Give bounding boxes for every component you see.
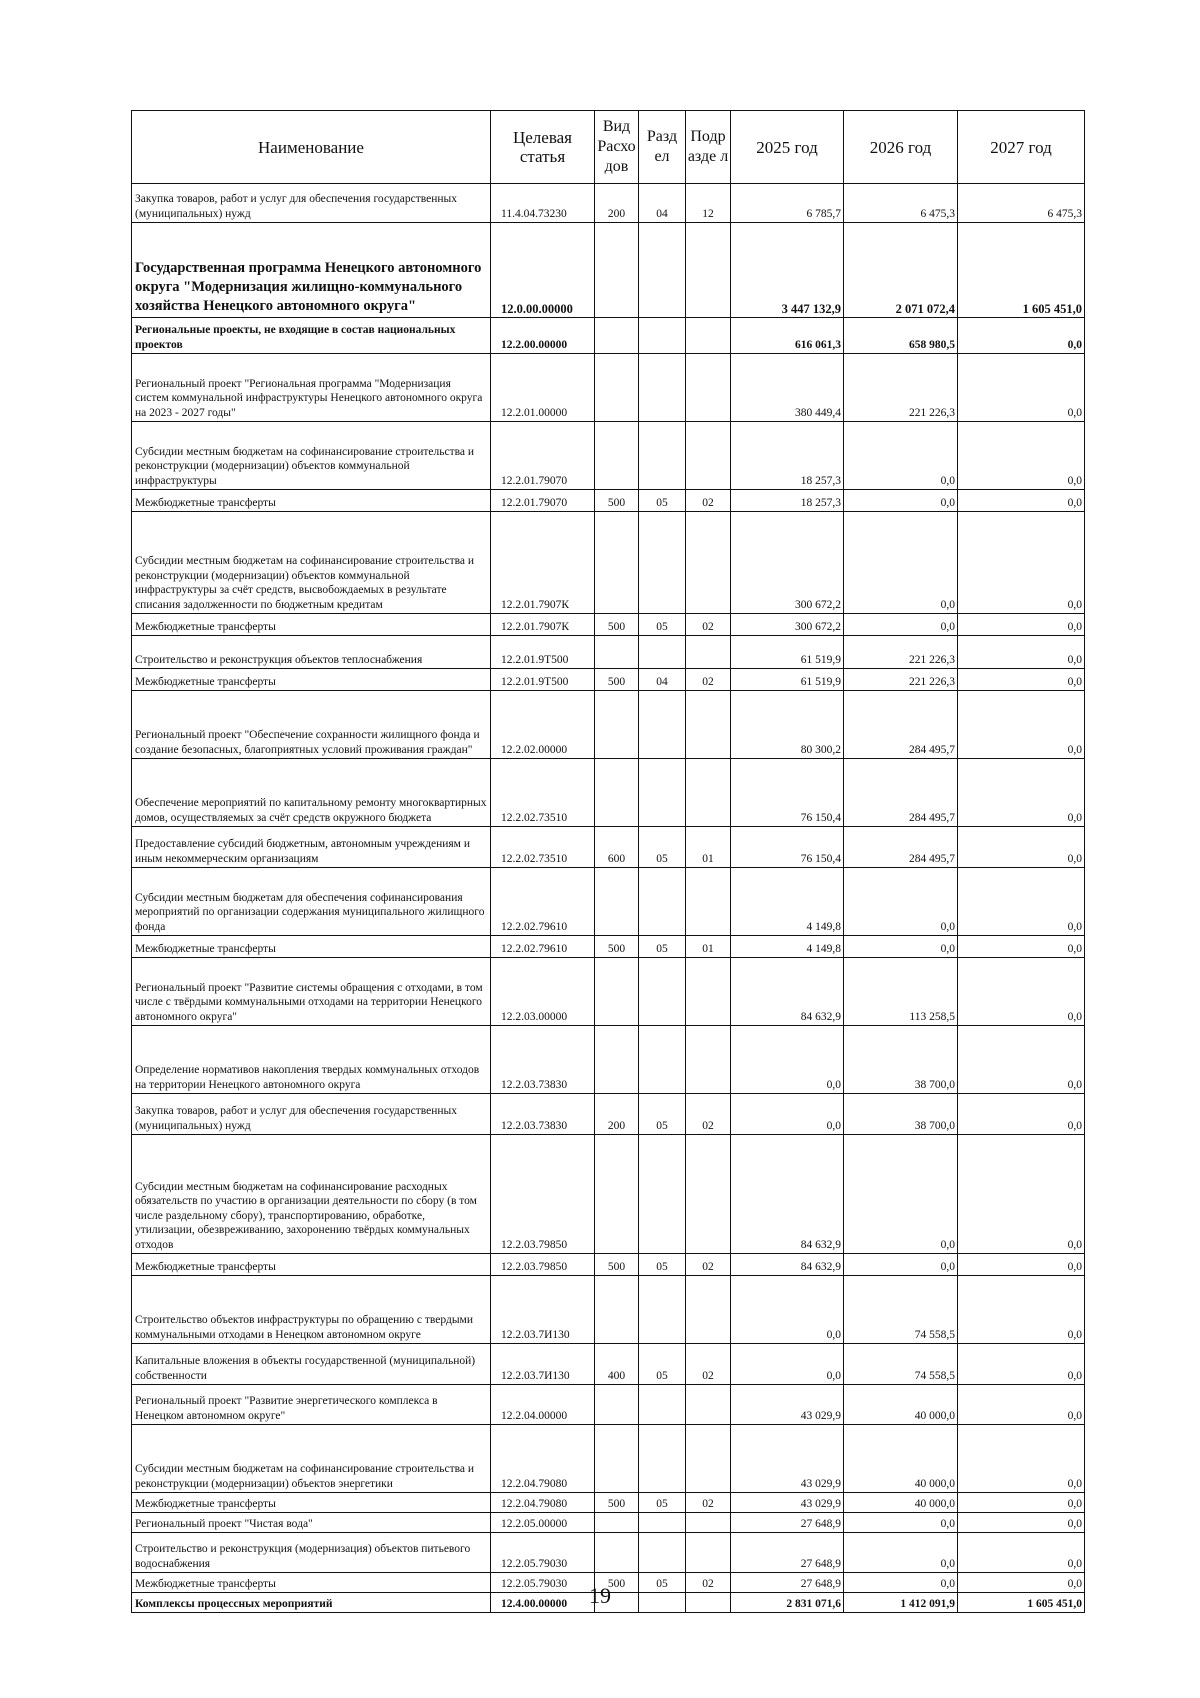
expense-type: [595, 1026, 639, 1094]
section: [639, 1276, 686, 1344]
row-name: Государственная программа Ненецкого автономного округа "Модернизация жилищно-коммунального хозяйства Ненецкого автономного округа": [132, 223, 491, 318]
expense-type: [595, 422, 639, 490]
amount-2026: 284 495,7: [844, 827, 958, 868]
section: [639, 759, 686, 827]
header-subsection: Подр азде л: [686, 111, 731, 184]
row-name: Строительство объектов инфраструктуры по обращению с твердыми коммунальными отходами в Ненецком автономном округе: [132, 1276, 491, 1344]
target-article: 12.2.03.7И130: [491, 1344, 595, 1385]
section: [639, 354, 686, 422]
amount-2027: 0,0: [958, 827, 1085, 868]
subsection: [686, 1425, 731, 1493]
section: [639, 1385, 686, 1425]
row-name: Межбюджетные трансферты: [132, 1254, 491, 1276]
row-name: Субсидии местным бюджетам на софинансирование строительства и реконструкции (модернизации) объектов коммунальной инфраструктуры: [132, 422, 491, 490]
section: 05: [639, 1573, 686, 1593]
row-name: Субсидии местным бюджетам на софинансирование строительства и реконструкции (модернизации) объектов коммунальной инфраструктуры за счёт средств, высвобождаемых в результате списания задолженности по бюджетным кредитам: [132, 512, 491, 614]
amount-2026: 38 700,0: [844, 1094, 958, 1135]
table-row: [132, 1094, 1085, 1135]
subsection: [686, 1026, 731, 1094]
row-name: Региональный проект "Обеспечение сохранности жилищного фонда и создание безопасных, благоприятных условий проживания граждан": [132, 691, 491, 759]
expense-type: 200: [595, 184, 639, 223]
target-article: 12.2.01.00000: [491, 354, 595, 422]
subsection: 02: [686, 1094, 731, 1135]
amount-2025: 18 257,3: [731, 422, 844, 490]
amount-2026: 221 226,3: [844, 636, 958, 669]
expense-type: 600: [595, 827, 639, 868]
amount-2025: 61 519,9: [731, 636, 844, 669]
amount-2025: 43 029,9: [731, 1385, 844, 1425]
amount-2027: 0,0: [958, 936, 1085, 958]
amount-2027: 0,0: [958, 1573, 1085, 1593]
amount-2025: 84 632,9: [731, 1135, 844, 1254]
amount-2026: 74 558,5: [844, 1276, 958, 1344]
amount-2026: 221 226,3: [844, 354, 958, 422]
expense-type: [595, 1425, 639, 1493]
subsection: 02: [686, 1573, 731, 1593]
target-article: 12.2.02.73510: [491, 827, 595, 868]
amount-2025: 6 785,7: [731, 184, 844, 223]
target-article: 12.4.00.00000: [491, 1593, 595, 1613]
subsection: [686, 512, 731, 614]
expense-type: [595, 354, 639, 422]
header-section: Разд ел: [639, 111, 686, 184]
amount-2026: 0,0: [844, 1135, 958, 1254]
expense-type: [595, 318, 639, 354]
target-article: 12.2.03.7И130: [491, 1276, 595, 1344]
target-article: 12.2.01.7907К: [491, 614, 595, 636]
section: 04: [639, 669, 686, 691]
expense-type: [595, 636, 639, 669]
amount-2025: 27 648,9: [731, 1513, 844, 1533]
subsection: 02: [686, 614, 731, 636]
amount-2025: 300 672,2: [731, 614, 844, 636]
subsection: [686, 691, 731, 759]
subsection: [686, 354, 731, 422]
amount-2025: 18 257,3: [731, 490, 844, 512]
section: [639, 223, 686, 318]
header-target-article: Целевая статья: [491, 111, 595, 184]
table-row: [132, 223, 1085, 318]
target-article: 12.2.02.00000: [491, 691, 595, 759]
table-row: [132, 636, 1085, 669]
amount-2025: 80 300,2: [731, 691, 844, 759]
amount-2027: 0,0: [958, 669, 1085, 691]
amount-2027: 0,0: [958, 1344, 1085, 1385]
table-row: [132, 827, 1085, 868]
target-article: 12.2.04.79080: [491, 1425, 595, 1493]
amount-2025: 380 449,4: [731, 354, 844, 422]
row-name: Субсидии местным бюджетам на софинансирование строительства и реконструкции (модернизации) объектов энергетики: [132, 1425, 491, 1493]
expense-type: [595, 512, 639, 614]
amount-2027: 6 475,3: [958, 184, 1085, 223]
amount-2025: 0,0: [731, 1344, 844, 1385]
table-row: [132, 1026, 1085, 1094]
amount-2027: 0,0: [958, 691, 1085, 759]
amount-2026: 1 412 091,9: [844, 1593, 958, 1613]
table-row: [132, 1276, 1085, 1344]
expense-type: 500: [595, 1573, 639, 1593]
amount-2026: 0,0: [844, 614, 958, 636]
amount-2026: 0,0: [844, 868, 958, 936]
section: [639, 1135, 686, 1254]
target-article: 12.2.01.9Т500: [491, 669, 595, 691]
target-article: 11.4.04.73230: [491, 184, 595, 223]
subsection: [686, 1533, 731, 1573]
amount-2026: 2 071 072,4: [844, 223, 958, 318]
target-article: 12.2.04.00000: [491, 1385, 595, 1425]
table-row: [132, 1513, 1085, 1533]
target-article: 12.2.01.9Т500: [491, 636, 595, 669]
target-article: 12.2.01.7907К: [491, 512, 595, 614]
amount-2026: 0,0: [844, 490, 958, 512]
row-name: Строительство и реконструкция (модернизация) объектов питьевого водоснабжения: [132, 1533, 491, 1573]
amount-2027: 1 605 451,0: [958, 223, 1085, 318]
amount-2025: 84 632,9: [731, 958, 844, 1026]
subsection: 02: [686, 1254, 731, 1276]
table-row: [132, 759, 1085, 827]
amount-2026: 74 558,5: [844, 1344, 958, 1385]
row-name: Региональный проект "Региональная программа "Модернизация систем коммунальной инфраструктуры Ненецкого автономного округа на 2023 - 2027 годы": [132, 354, 491, 422]
header-year-2027: 2027 год: [958, 111, 1085, 184]
header-year-2025: 2025 год: [731, 111, 844, 184]
row-name: Межбюджетные трансферты: [132, 1493, 491, 1513]
expense-type: [595, 1135, 639, 1254]
table-row: [132, 614, 1085, 636]
amount-2027: 0,0: [958, 1493, 1085, 1513]
section: [639, 512, 686, 614]
amount-2025: 0,0: [731, 1276, 844, 1344]
amount-2026: 0,0: [844, 1573, 958, 1593]
table-row: [132, 1425, 1085, 1493]
header-year-2026: 2026 год: [844, 111, 958, 184]
subsection: 01: [686, 827, 731, 868]
target-article: 12.2.03.73830: [491, 1094, 595, 1135]
row-name: Межбюджетные трансферты: [132, 490, 491, 512]
section: 04: [639, 184, 686, 223]
section: 05: [639, 1254, 686, 1276]
amount-2025: 43 029,9: [731, 1493, 844, 1513]
amount-2025: 4 149,8: [731, 868, 844, 936]
target-article: 12.2.04.79080: [491, 1493, 595, 1513]
section: 05: [639, 490, 686, 512]
section: [639, 868, 686, 936]
expense-type: [595, 1385, 639, 1425]
section: [639, 318, 686, 354]
amount-2025: 0,0: [731, 1026, 844, 1094]
amount-2027: 0,0: [958, 1094, 1085, 1135]
subsection: [686, 1385, 731, 1425]
expense-type: 500: [595, 936, 639, 958]
amount-2025: 43 029,9: [731, 1425, 844, 1493]
section: [639, 422, 686, 490]
target-article: 12.2.03.73830: [491, 1026, 595, 1094]
row-name: Межбюджетные трансферты: [132, 1573, 491, 1593]
table-row: [132, 184, 1085, 223]
table-header: [132, 111, 1085, 184]
subsection: 12: [686, 184, 731, 223]
subsection: 01: [686, 936, 731, 958]
amount-2025: 76 150,4: [731, 759, 844, 827]
amount-2026: 0,0: [844, 936, 958, 958]
amount-2027: 0,0: [958, 354, 1085, 422]
expense-type: [595, 691, 639, 759]
amount-2025: 2 831 071,6: [731, 1593, 844, 1613]
page-number: 19: [589, 1583, 611, 1608]
expense-type: [595, 223, 639, 318]
subsection: [686, 1135, 731, 1254]
amount-2026: 38 700,0: [844, 1026, 958, 1094]
section: 05: [639, 827, 686, 868]
amount-2025: 84 632,9: [731, 1254, 844, 1276]
expense-type: 500: [595, 1254, 639, 1276]
subsection: [686, 958, 731, 1026]
target-article: 12.2.05.79030: [491, 1533, 595, 1573]
header-expense-type: Вид Расхо дов: [595, 111, 639, 184]
table-row: [132, 691, 1085, 759]
amount-2027: 0,0: [958, 1276, 1085, 1344]
amount-2025: 4 149,8: [731, 936, 844, 958]
subsection: [686, 1276, 731, 1344]
expense-type: 200: [595, 1094, 639, 1135]
subsection: 02: [686, 1344, 731, 1385]
table-row: [132, 512, 1085, 614]
amount-2025: 616 061,3: [731, 318, 844, 354]
section: 05: [639, 614, 686, 636]
amount-2026: 113 258,5: [844, 958, 958, 1026]
expense-type: 500: [595, 614, 639, 636]
target-article: 12.2.02.79610: [491, 936, 595, 958]
expense-type: 500: [595, 669, 639, 691]
amount-2027: 0,0: [958, 1425, 1085, 1493]
amount-2027: 0,0: [958, 759, 1085, 827]
section: 05: [639, 1094, 686, 1135]
amount-2027: 0,0: [958, 512, 1085, 614]
row-name: Межбюджетные трансферты: [132, 669, 491, 691]
subsection: [686, 422, 731, 490]
amount-2026: 284 495,7: [844, 759, 958, 827]
amount-2027: 0,0: [958, 422, 1085, 490]
row-name: Комплексы процессных мероприятий: [132, 1593, 491, 1613]
amount-2026: 284 495,7: [844, 691, 958, 759]
target-article: 12.2.03.79850: [491, 1135, 595, 1254]
expense-type: [595, 1513, 639, 1533]
amount-2027: 0,0: [958, 1385, 1085, 1425]
table-row: [132, 1385, 1085, 1425]
table-row: [132, 318, 1085, 354]
row-name: Капитальные вложения в объекты государственной (муниципальной) собственности: [132, 1344, 491, 1385]
row-name: Субсидии местным бюджетам на софинансирование расходных обязательств по участию в организации деятельности по сбору (в том числе раздельному сбору), транспортированию, обработке, утилизации, обезвреживанию, захоронению твёрдых коммунальных отходов: [132, 1135, 491, 1254]
expense-type: [595, 759, 639, 827]
target-article: 12.2.05.00000: [491, 1513, 595, 1533]
amount-2026: 40 000,0: [844, 1425, 958, 1493]
target-article: 12.2.02.79610: [491, 868, 595, 936]
target-article: 12.2.02.73510: [491, 759, 595, 827]
table-row: [132, 958, 1085, 1026]
subsection: [686, 868, 731, 936]
amount-2027: 0,0: [958, 1135, 1085, 1254]
row-name: Определение нормативов накопления твердых коммунальных отходов на территории Ненецкого автономного округа: [132, 1026, 491, 1094]
target-article: 12.2.03.79850: [491, 1254, 595, 1276]
subsection: 02: [686, 1493, 731, 1513]
subsection: 02: [686, 669, 731, 691]
section: [639, 691, 686, 759]
expense-type: [595, 1276, 639, 1344]
subsection: [686, 223, 731, 318]
amount-2025: 3 447 132,9: [731, 223, 844, 318]
amount-2027: 0,0: [958, 958, 1085, 1026]
target-article: 12.2.01.79070: [491, 490, 595, 512]
amount-2026: 6 475,3: [844, 184, 958, 223]
amount-2025: 27 648,9: [731, 1533, 844, 1573]
amount-2027: 0,0: [958, 1026, 1085, 1094]
budget-table: [131, 110, 1085, 1613]
section: [639, 1533, 686, 1573]
row-name: Субсидии местным бюджетам для обеспечения софинансирования мероприятий по организации содержания муниципального жилищного фонда: [132, 868, 491, 936]
amount-2027: 0,0: [958, 318, 1085, 354]
table-row: [132, 1533, 1085, 1573]
row-name: Межбюджетные трансферты: [132, 936, 491, 958]
target-article: 12.2.05.79030: [491, 1573, 595, 1593]
subsection: [686, 1513, 731, 1533]
target-article: 12.2.00.00000: [491, 318, 595, 354]
table-body: [132, 184, 1085, 1613]
amount-2026: 0,0: [844, 422, 958, 490]
section: 05: [639, 1344, 686, 1385]
table-row: [132, 1135, 1085, 1254]
subsection: [686, 318, 731, 354]
table-row: [132, 868, 1085, 936]
section: 05: [639, 1493, 686, 1513]
target-article: 12.0.00.00000: [491, 223, 595, 318]
amount-2026: 0,0: [844, 512, 958, 614]
subsection: [686, 759, 731, 827]
row-name: Региональные проекты, не входящие в состав национальных проектов: [132, 318, 491, 354]
row-name: Региональный проект "Развитие системы обращения с отходами, в том числе с твёрдыми коммунальными отходами на территории Ненецкого автономного округа": [132, 958, 491, 1026]
row-name: Строительство и реконструкция объектов теплоснабжения: [132, 636, 491, 669]
header-name: Наименование: [132, 111, 491, 184]
section: [639, 1513, 686, 1533]
amount-2026: 221 226,3: [844, 669, 958, 691]
subsection: [686, 636, 731, 669]
amount-2027: 0,0: [958, 1254, 1085, 1276]
amount-2027: 0,0: [958, 1533, 1085, 1573]
row-name: Региональный проект "Чистая вода": [132, 1513, 491, 1533]
amount-2027: 0,0: [958, 490, 1085, 512]
amount-2025: 27 648,9: [731, 1573, 844, 1593]
amount-2026: 658 980,5: [844, 318, 958, 354]
expense-type: [595, 868, 639, 936]
amount-2026: 0,0: [844, 1513, 958, 1533]
amount-2027: 0,0: [958, 636, 1085, 669]
amount-2027: 0,0: [958, 868, 1085, 936]
row-name: Региональный проект "Развитие энергетического комплекса в Ненецком автономном округе": [132, 1385, 491, 1425]
amount-2026: 40 000,0: [844, 1385, 958, 1425]
expense-type: 500: [595, 490, 639, 512]
row-name: Предоставление субсидий бюджетным, автономным учреждениям и иным некоммерческим организациям: [132, 827, 491, 868]
amount-2026: 0,0: [844, 1254, 958, 1276]
target-article: 12.2.01.79070: [491, 422, 595, 490]
section: [639, 1026, 686, 1094]
expense-type: [595, 1533, 639, 1573]
section: [639, 1425, 686, 1493]
target-article: 12.2.03.00000: [491, 958, 595, 1026]
table-row: [132, 1254, 1085, 1276]
expense-type: 500: [595, 1493, 639, 1513]
amount-2026: 40 000,0: [844, 1493, 958, 1513]
expense-type: 400: [595, 1344, 639, 1385]
table-row: [132, 1344, 1085, 1385]
table-row: [132, 1493, 1085, 1513]
subsection: 02: [686, 490, 731, 512]
amount-2027: 0,0: [958, 1513, 1085, 1533]
expense-type: [595, 958, 639, 1026]
section: [639, 636, 686, 669]
table-row: [132, 354, 1085, 422]
table-row: [132, 490, 1085, 512]
table-row: [132, 669, 1085, 691]
table-row: [132, 936, 1085, 958]
amount-2026: 0,0: [844, 1533, 958, 1573]
row-name: Закупка товаров, работ и услуг для обеспечения государственных (муниципальных) нужд: [132, 184, 491, 223]
row-name: Закупка товаров, работ и услуг для обеспечения государственных (муниципальных) нужд: [132, 1094, 491, 1135]
section: [639, 958, 686, 1026]
row-name: Обеспечение мероприятий по капитальному ремонту многоквартирных домов, осуществляемых за счёт средств окружного бюджета: [132, 759, 491, 827]
amount-2025: 76 150,4: [731, 827, 844, 868]
amount-2025: 61 519,9: [731, 669, 844, 691]
amount-2027: 0,0: [958, 614, 1085, 636]
amount-2025: 0,0: [731, 1094, 844, 1135]
amount-2025: 300 672,2: [731, 512, 844, 614]
section: 05: [639, 936, 686, 958]
amount-2027: 1 605 451,0: [958, 1593, 1085, 1613]
row-name: Межбюджетные трансферты: [132, 614, 491, 636]
table-row: [132, 422, 1085, 490]
